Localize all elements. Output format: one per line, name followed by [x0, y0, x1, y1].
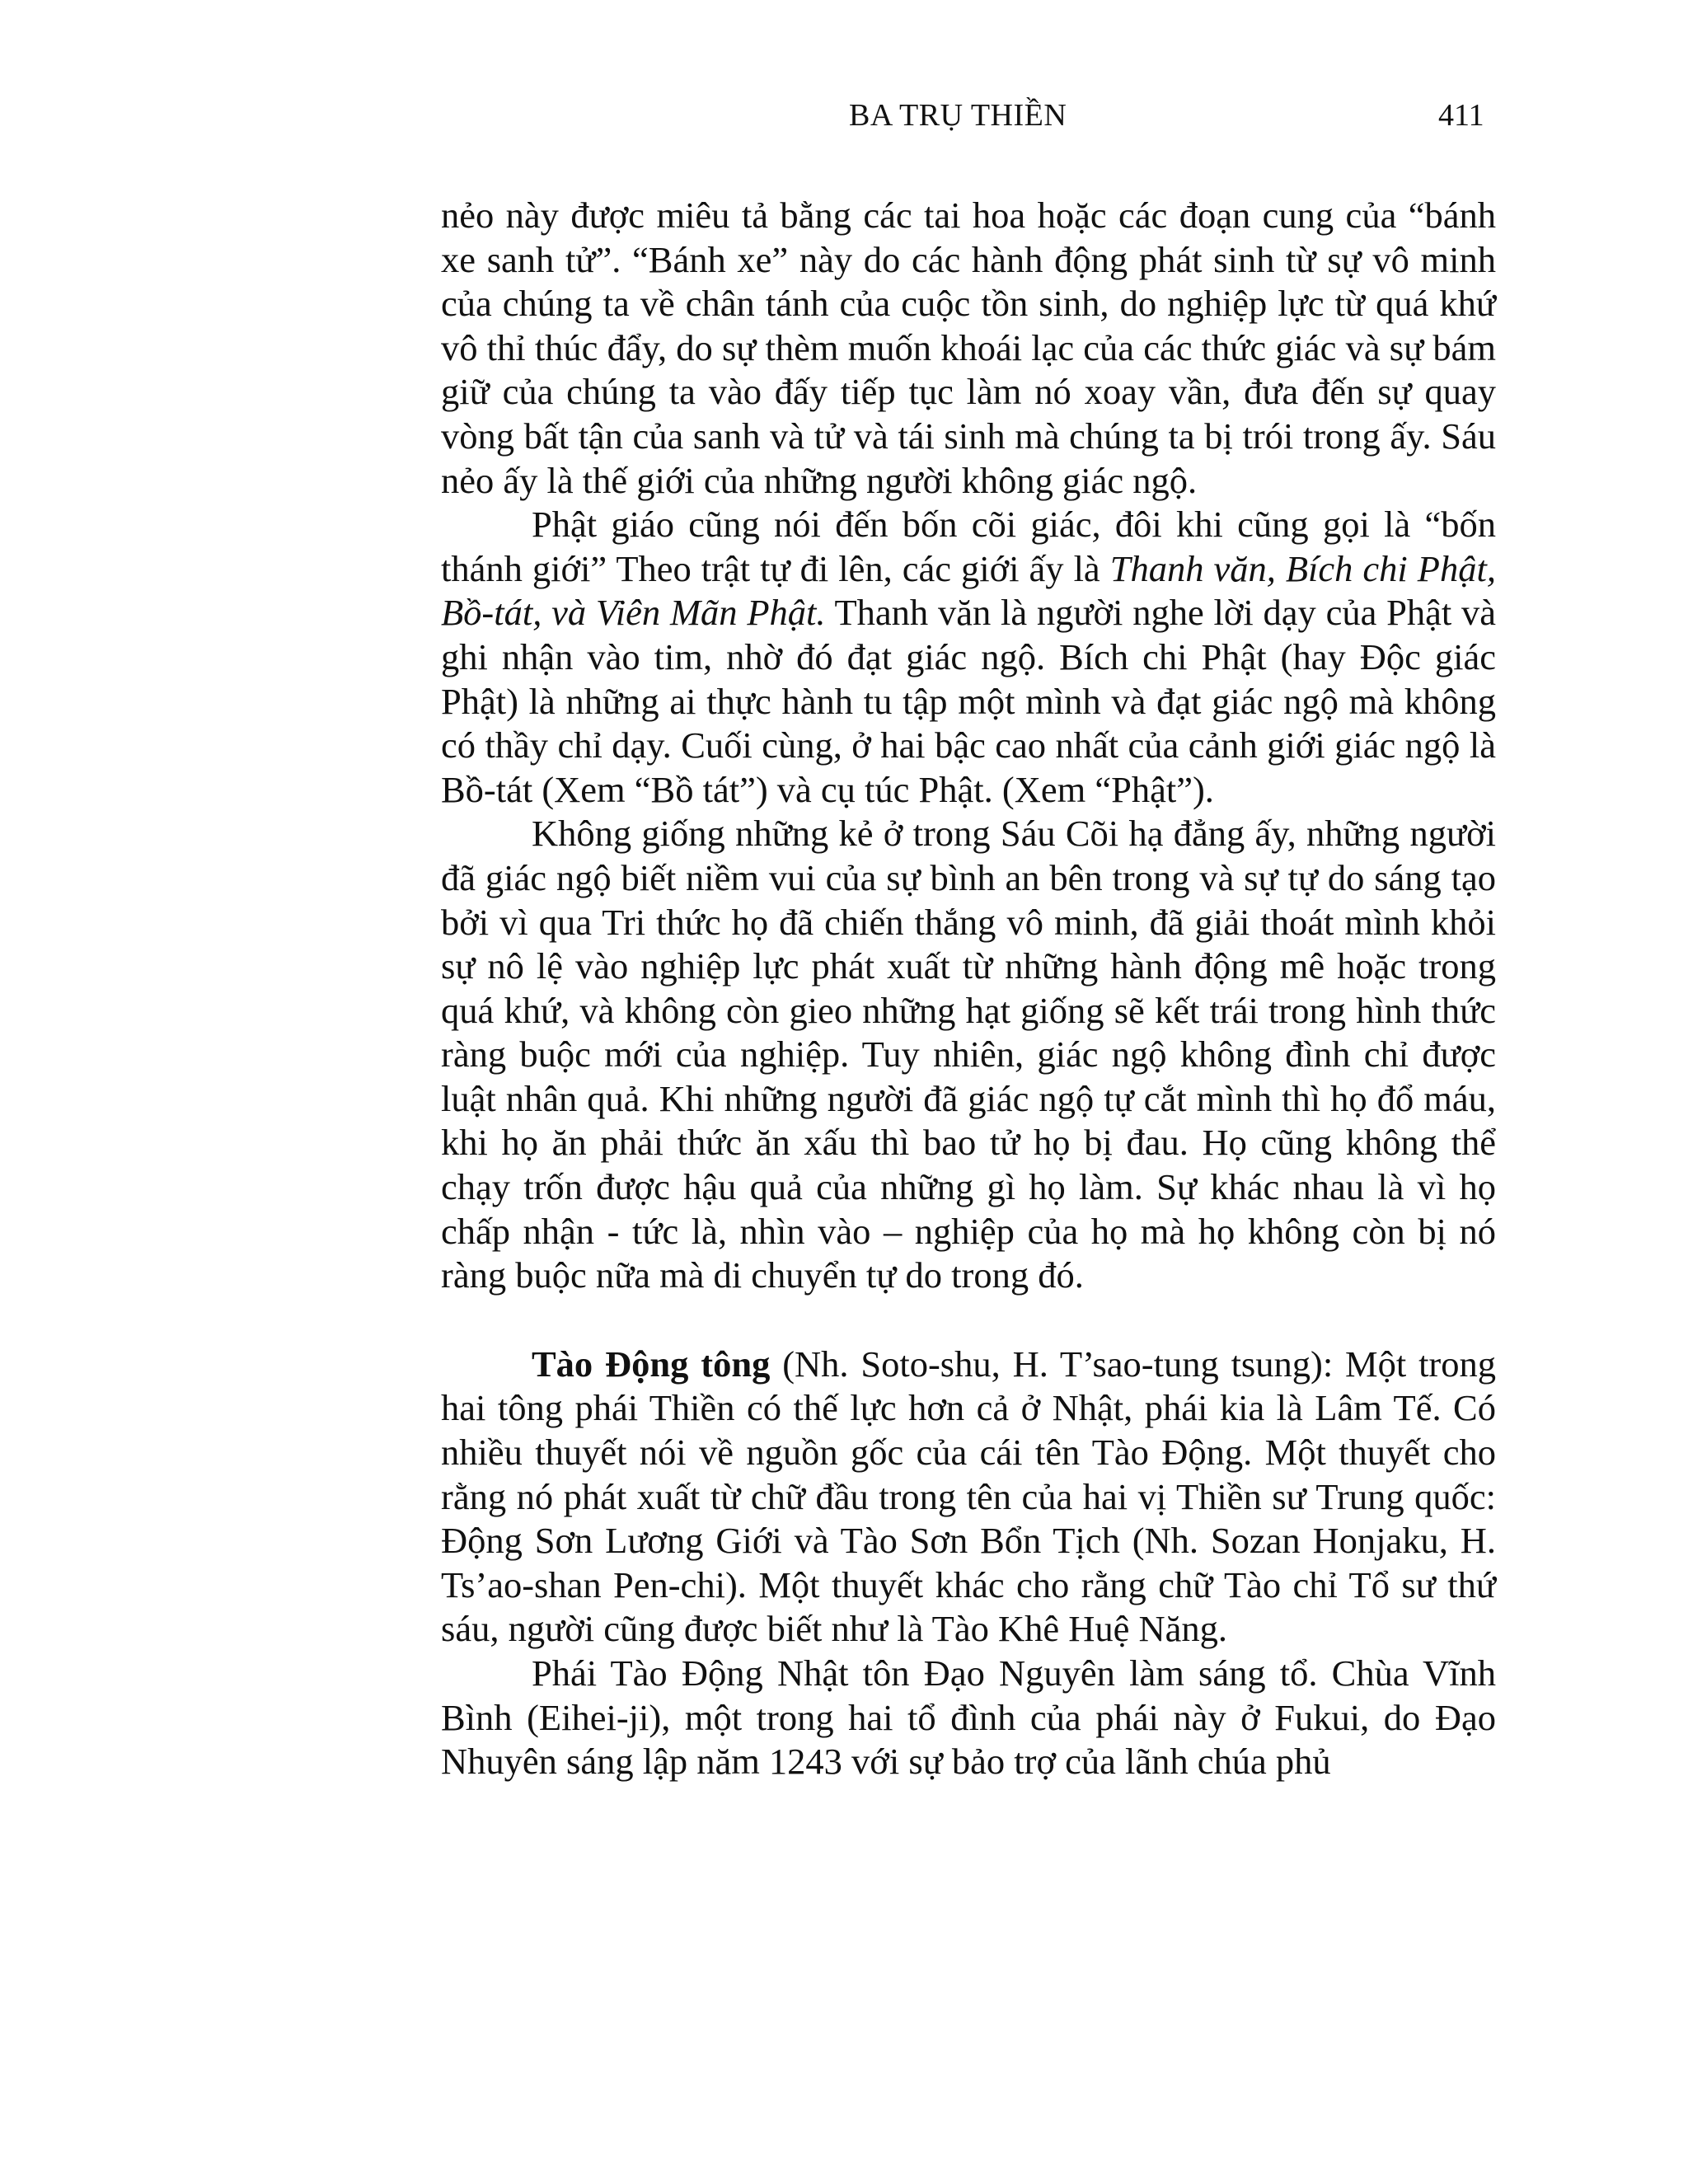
dictionary-entry: [441, 1343, 1496, 1652]
paragraph: Không giống những kẻ ở trong Sáu Cõi hạ đẳng ấy, những người đã giác ngộ biết niềm vui của sự bình an bên trong và sự tự do sáng tạo bởi vì qua Tri thức họ đã chiến thắng vô minh, đã giải thoát mình khỏi sự nô lệ vào nghiệp lực phát xuất từ những hành động mê hoặc trong quá khứ, và không còn gieo những hạt giống sẽ kết trái trong hình thức ràng buộc mới của nghiệp. Tuy nhiên, giác ngộ không đình chỉ được luật nhân quả. Khi những người đã giác ngộ tự cắt mình thì họ đổ máu, khi họ ăn phải thức ăn xấu thì bao tử họ bị đau. Họ cũng không thể chạy trốn được hậu quả của những gì họ làm. Sự khác nhau là vì họ chấp nhận - tức là, nhìn vào – nghiệp của họ mà họ không còn bị nó ràng buộc nữa mà di chuyển tự do trong đó.: [441, 813, 1496, 1296]
paragraph-text: Thanh văn là người nghe lời dạy của Phật và ghi nhận vào tim, nhờ đó đạt giác ngộ. Bích chi Phật (hay Độc giác Phật) là những ai thực hành tu tập một mình và đạt giác ngộ mà không có thầy chỉ dạy. Cuối cùng, ở hai bậc cao nhất của cảnh giới giác ngộ là Bồ-tát (Xem “Bồ tát”) và cụ túc Phật. (Xem “Phật”).: [441, 592, 1497, 810]
running-title: BA TRỤ THIỀN: [849, 98, 1067, 133]
paragraph-text: Phật giáo cũng nói đến bốn cõi giác, đôi khi cũng gọi là “bốn thánh giới” Theo trật tự đi lên, các giới ấy là: [441, 504, 1496, 589]
page-number: 411: [1438, 98, 1484, 133]
paragraph: Phái Tào Động Nhật tôn Đạo Nguyên làm sáng tổ. Chùa Vĩnh Bình (Eihei-ji), một trong hai tổ đình của phái này ở Fukui, do Đạo Nhuyên sáng lập năm 1243 với sự bảo trợ của lãnh chúa phủ: [441, 1652, 1496, 1783]
entry-separator: [441, 1298, 1496, 1343]
paragraph-text: (Nh. Soto-shu, H. T’sao-tung tsung): Một trong hai tông phái Thiền có thế lực hơn cả ở Nhật, phái kia là Lâm Tế. Có nhiều thuyết nói về nguồn gốc của cái tên Tào Động. Một thuyết cho rằng nó phát xuất từ chữ đầu trong tên của hai vị Thiền sư Trung quốc: Động Sơn Lương Giới và Tào Sơn Bổn Tịch (Nh. Sozan Honjaku, H. Ts’ao-shan Pen-chi). Một thuyết khác cho rằng chữ Tào chỉ Tổ sư thứ sáu, người cũng được biết như là Tào Khê Huệ Năng.: [441, 1343, 1496, 1650]
entry-title: Tào Động tông: [532, 1343, 771, 1385]
italic-term-list: Thanh văn, Bích chi Phật, Bồ-tát, và Viên Mãn Phật.: [441, 547, 1496, 634]
paragraph: nẻo này được miêu tả bằng các tai hoa hoặc các đoạn cung của “bánh xe sanh tử”. “Bánh xe” này do các hành động phát sinh từ sự vô minh của chúng ta về chân tánh của cuộc tồn sinh, do nghiệp lực từ quá khứ vô thỉ thúc đẩy, do sự thèm muốn khoái lạc của các thức giác và sự bám giữ của chúng ta vào đấy tiếp tục làm nó xoay vần, đưa đến sự quay vòng bất tận của sanh và tử và tái sinh mà chúng ta bị trói trong ấy. Sáu nẻo ấy là thế giới của những người không giác ngộ.: [441, 194, 1496, 501]
paragraph: [441, 503, 1496, 812]
body-text: [441, 194, 1496, 1784]
